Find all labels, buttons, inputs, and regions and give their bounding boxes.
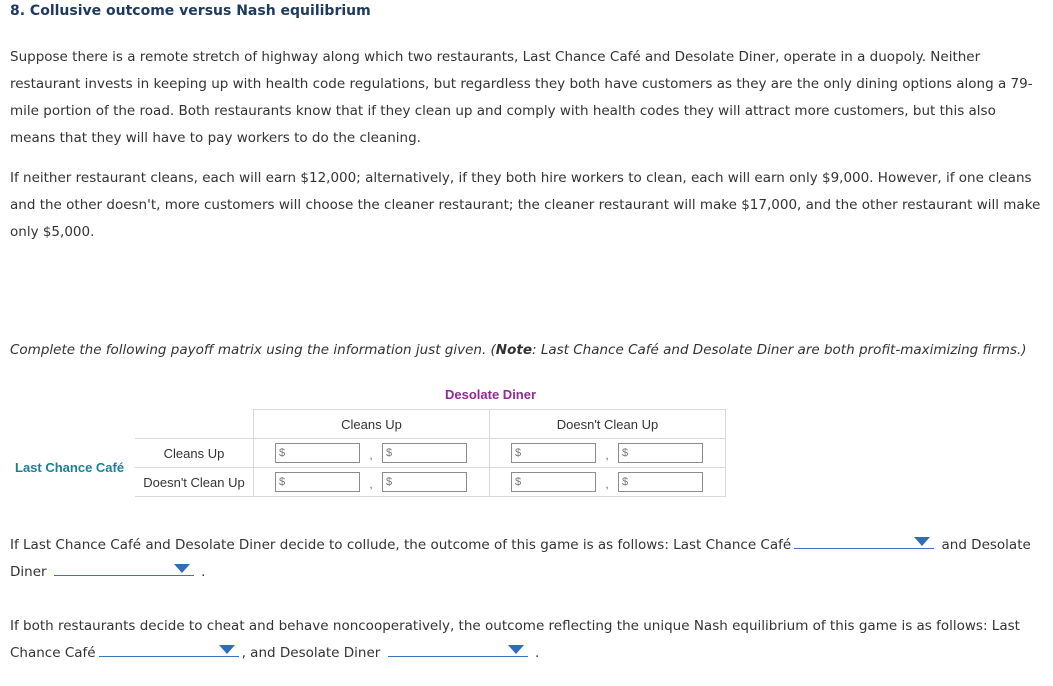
row-player-label: Last Chance Café — [15, 460, 125, 475]
collusion-desolate-dropdown[interactable] — [54, 561, 194, 576]
chevron-down-icon — [508, 645, 524, 654]
chevron-down-icon — [174, 564, 190, 573]
payoff-matrix: Cleans Up Doesn't Clean Up Cleans Up $ , $ $ , $ Doesn't Clean Up $ , $ $ , $ — [135, 409, 726, 497]
note-label: Note — [495, 342, 532, 358]
payoff-input-dc-lastchance[interactable] — [289, 474, 355, 490]
chevron-down-icon — [914, 537, 930, 546]
payoff-input-cc-desolate[interactable] — [396, 445, 462, 461]
column-header-cleans: Cleans Up — [254, 410, 490, 439]
row-header-cleans: Cleans Up — [135, 439, 254, 468]
payoff-input-dc-desolate[interactable] — [396, 474, 462, 490]
nash-question: If both restaurants decide to cheat and behave noncooperatively, the outcome reflecting the unique Nash equilibrium of this game is as follows: Last Chance Café , and Desolate Diner . — [10, 618, 1020, 661]
dollar-sign: $ — [279, 447, 286, 459]
payoff-input-cd-lastchance[interactable] — [525, 445, 591, 461]
column-player-label: Desolate Diner — [445, 387, 537, 402]
nash-desolate-dropdown[interactable] — [388, 642, 528, 657]
payoff-input-dd-lastchance[interactable] — [525, 474, 591, 490]
row-header-doesnt-clean: Doesn't Clean Up — [135, 468, 254, 497]
payoff-paragraph: If neither restaurant cleans, each will earn $12,000; alternatively, if they both hire workers to clean, each will earn only $9,000. However, if one cleans and the other doesn't, more customers will choose the cleaner restaurant; the cleaner restaurant will make $17,000, and the other restaurant will make only $5,000. — [10, 170, 1041, 240]
nash-lastchance-dropdown[interactable] — [99, 642, 239, 657]
collusion-question: If Last Chance Café and Desolate Diner decide to collude, the outcome of this game is as follows: Last Chance Café and Desolate Diner . — [10, 532, 1050, 586]
scenario-paragraph: Suppose there is a remote stretch of highway along which two restaurants, Last Chance Café and Desolate Diner, operate in a duopoly. Neither restaurant invests in keeping up with health code regulations, but regardless they both have customers as they are the only dining options along a 79-mile portion of the road. Both restaurants know that if they clean up and comply with health codes they will attract more customers, but this also means that they will have to pay workers to do the cleaning. — [10, 49, 1033, 146]
chevron-down-icon — [219, 645, 235, 654]
payoff-input-cd-desolate[interactable] — [632, 445, 698, 461]
payoff-input-dd-desolate[interactable] — [632, 474, 698, 490]
payoff-input-cc-lastchance[interactable] — [289, 445, 355, 461]
collusion-lastchance-dropdown[interactable] — [794, 534, 934, 549]
column-header-doesnt-clean: Doesn't Clean Up — [490, 410, 726, 439]
instruction-text: Complete the following payoff matrix using the information just given. (Note: Last Chance Café and Desolate Diner are both profit-maximizing firms.) — [10, 342, 1027, 358]
page-title: 8. Collusive outcome versus Nash equilibrium — [10, 3, 371, 19]
